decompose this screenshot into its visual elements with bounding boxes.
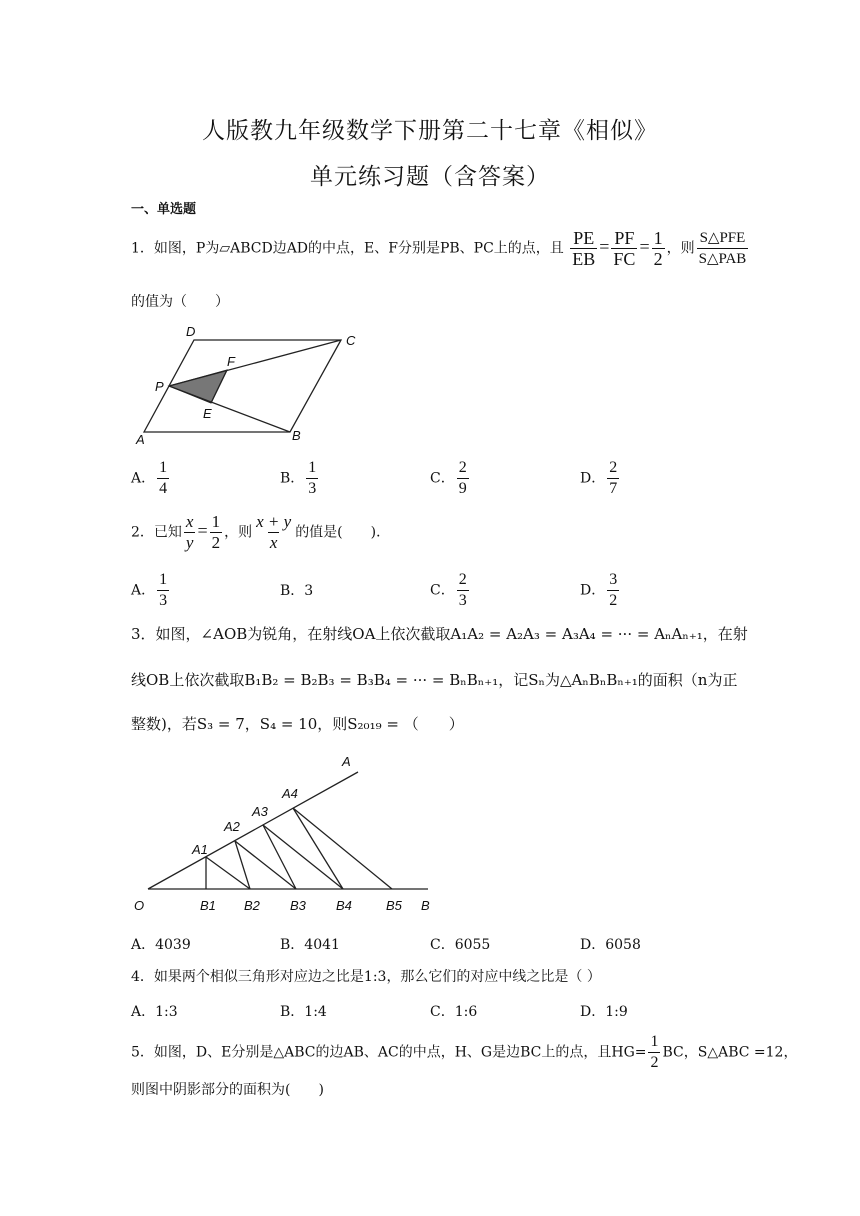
label-c: C <box>346 333 356 348</box>
label-a1: A1 <box>192 842 208 857</box>
q3-line-3: 整数)，若S₃ = 7，S₄ = 10，则S₂₀₁₉ = （ ） <box>131 715 464 733</box>
q3-option-c[interactable]: C．6055 <box>430 937 491 953</box>
label-a: A <box>136 432 145 447</box>
q2-option-d[interactable]: D． $\frac{3}{2}$ <box>580 571 618 609</box>
q1-option-a[interactable]: A． $\frac{1}{4}$ <box>131 459 168 497</box>
ray-oa <box>148 772 358 889</box>
page-subtitle: 单元练习题（含答案） <box>310 164 550 190</box>
label-b1: B1 <box>200 898 216 913</box>
label-b2: B2 <box>244 898 260 913</box>
label-a2: A2 <box>224 819 240 834</box>
q1-fraction-area: $\frac{\text{S△PFE}}{\text{S△PAB}}$ <box>698 230 747 267</box>
q4-option-d[interactable]: D．1:9 <box>580 1004 628 1020</box>
q5-line-2: 则图中阴影部分的面积为( ) <box>131 1082 324 1098</box>
section-heading: 一、单选题 <box>131 202 197 217</box>
q3-line-1: 3．如图，∠AOB为锐角，在射线OA上依次截取A₁A₂ = A₂A₃ = A₃A₄ = ··· = AₙAₙ₊₁，在射 <box>131 625 748 643</box>
q1-option-b[interactable]: B． $\frac{1}{3}$ <box>280 459 317 497</box>
q1-fraction-pe-eb: $\frac{PE}{EB}$ <box>572 228 596 269</box>
label-b3: B3 <box>290 898 306 913</box>
question-4: 4．如果两个相似三角形对应边之比是1:3，那么它们的对应中线之比是（ ） <box>131 969 601 985</box>
label-e: E <box>203 406 212 421</box>
q1-text-c: 的值为（ ） <box>131 294 229 310</box>
question-2: 2．已知 $\frac{x}{y}$ = $\frac{1}{2}$ ，则 $\frac{x + y}{x}$ 的值是( )． <box>131 512 391 552</box>
q4-option-a[interactable]: A．1:3 <box>131 1004 178 1020</box>
q2-option-b[interactable]: B．3 <box>280 583 314 599</box>
question-5: 5．如图，D、E分别是△ABC的边AB、AC的中点，H、G是边BC上的点，且HG= $\frac{1}{2}$ BC，S△ABC =12， <box>131 1033 798 1071</box>
q3-option-d[interactable]: D．6058 <box>580 937 641 953</box>
q1-parallelogram-figure <box>128 318 368 448</box>
label-o: O <box>134 898 145 913</box>
segment-pc <box>169 340 341 386</box>
segment-pb <box>169 386 290 432</box>
q2-option-c[interactable]: C． $\frac{2}{3}$ <box>430 571 467 609</box>
page-title: 人版教九年级数学下册第二十七章《相似》 <box>202 118 658 144</box>
q1-fraction-pf-fc: $\frac{PF}{FC}$ <box>613 228 636 269</box>
q2-option-a[interactable]: A． $\frac{1}{3}$ <box>131 571 168 609</box>
q3-option-b[interactable]: B．4041 <box>280 937 340 953</box>
label-a4: A4 <box>282 786 298 801</box>
label-f: F <box>227 354 235 369</box>
label-b-ray: B <box>421 898 430 913</box>
q4-option-c[interactable]: C．1:6 <box>430 1004 478 1020</box>
label-b5: B5 <box>386 898 402 913</box>
q3-triangles-figure <box>128 750 448 920</box>
q3-option-a[interactable]: A．4039 <box>131 937 191 953</box>
question-1: 1．如图，P为▱ABCD边AD的中点，E、F分别是PB、PC上的点，且 $\frac{PE}{EB}$ = $\frac{PF}{FC}$ = $\frac{1}{2}$ ，则 $\frac{\text{S△PFE}}{\text{S△PAB}}$ <box>131 228 747 269</box>
label-d: D <box>186 324 196 339</box>
q4-option-b[interactable]: B．1:4 <box>280 1004 327 1020</box>
label-b: B <box>292 428 301 443</box>
q1-option-d[interactable]: D． $\frac{2}{7}$ <box>580 459 618 497</box>
label-a-ray: A <box>342 754 351 769</box>
q1-option-c[interactable]: C． $\frac{2}{9}$ <box>430 459 467 497</box>
label-p: P <box>155 379 164 394</box>
label-b4: B4 <box>336 898 352 913</box>
q3-line-2: 线OB上依次截取B₁B₂ = B₂B₃ = B₃B₄ = ··· = BₙBₙ₊₁，记Sₙ为△AₙBₙBₙ₊₁的面积（n为正 <box>131 671 738 689</box>
q1-fraction-half: $\frac{1}{2}$ <box>653 228 663 269</box>
label-a3: A3 <box>252 804 268 819</box>
q1-text-a: 1．如图，P为▱ABCD边AD的中点，E、F分别是PB、PC上的点，且 <box>131 240 564 257</box>
